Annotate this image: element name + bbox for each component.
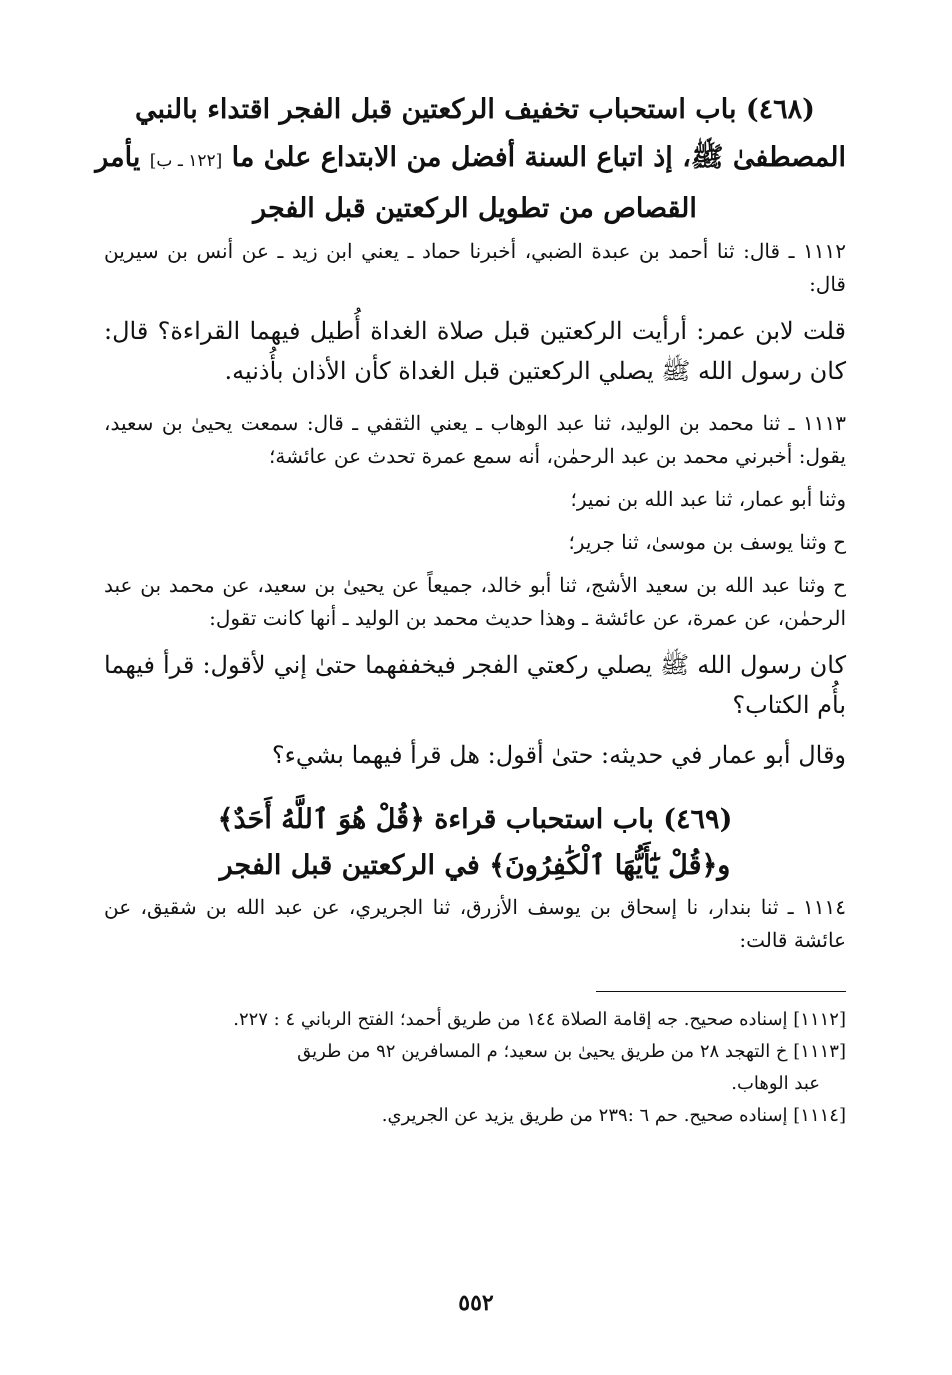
chapter-heading-line: القصاص من تطويل الركعتين قبل الفجر <box>253 193 697 224</box>
hadith-1113-chain: وثنا أبو عمار، ثنا عبد الله بن نمير؛ <box>570 487 846 511</box>
hadith-1112-matn: قلت لابن عمر: أرأيت الركعتين قبل صلاة الغداة أُطيل فيهما القراءة؟ قال: كان رسول الله ﷺ يصلي الركعتين قبل الغداة كأن الأذان بأُذنيه. <box>104 317 846 385</box>
chapter-heading-469 <box>104 797 846 889</box>
hadith-1114-isnad: ١١١٤ ـ ثنا بندار، نا إسحاق بن يوسف الأزرق، ثنا الجريري، عن عبد الله بن شقيق، عن عائشة قالت: <box>104 895 846 952</box>
hadith-1113-matn: كان رسول الله ﷺ يصلي ركعتي الفجر فيخففهما حتىٰ إني لأقول: قرأ فيهما بأُم الكتاب؟ <box>104 651 846 719</box>
page-number: ٥٥٢ <box>458 1290 494 1316</box>
footnote-1113-text: [١١١٣] خ التهجد ٢٨ من طريق يحيىٰ بن سعيد؛ م المسافرين ٩٢ من طريق <box>297 1041 846 1062</box>
footnote-separator <box>596 991 846 992</box>
chapter-heading-line <box>95 134 846 185</box>
hadith-1113-chain: ح وثنا يوسف بن موسىٰ، ثنا جرير؛ <box>568 530 846 554</box>
footnote-1112: [١١١٢] إسناده صحيح. جه إقامة الصلاة ١٤٤ من طريق أحمد؛ الفتح الرباني ٤ : ٢٢٧. <box>233 1009 846 1030</box>
chapter-heading-line: و﴿قُلْ يَٰٓأَيُّهَا ٱلْكَٰفِرُونَ﴾ في الركعتين قبل الفجر <box>219 850 731 881</box>
chapter-heading-468 <box>95 86 846 233</box>
footnote-1113-continuation: عبد الوهاب. <box>731 1073 820 1094</box>
hadith-1112-isnad: ١١١٢ ـ قال: ثنا أحمد بن عبدة الضبي، أخبرنا حماد ـ يعني ابن زيد ـ عن أنس بن سيرين قال: <box>104 239 846 296</box>
footnote-1114: [١١١٤] إسناده صحيح. حم ٦ :٢٣٩ من طريق يزيد عن الجريري. <box>381 1105 846 1126</box>
chapter-heading-line: (٤٦٨) باب استحباب تخفيف الركعتين قبل الفجر اقتداء بالنبي <box>135 94 815 125</box>
chapter-heading-line: (٤٦٩) باب استحباب قراءة ﴿قُلْ هُوَ ٱللَّهُ أَحَدٌ﴾ <box>217 804 733 835</box>
hadith-1113-addition: وقال أبو عمار في حديثه: حتىٰ أقول: هل قرأ فيهما بشيء؟ <box>271 741 846 769</box>
manuscript-folio-marker: [١٢٢ ـ ب] <box>149 151 223 171</box>
hadith-1113-isnad: ١١١٣ ـ ثنا محمد بن الوليد، ثنا عبد الوهاب ـ يعني الثقفي ـ قال: سمعت يحيىٰ بن سعيد، يقول: أخبرني محمد بن عبد الرحمٰن، أنه سمع عمرة تحدث عن عائشة؛ <box>104 411 846 468</box>
chapter-heading-text: يأمر <box>95 142 150 173</box>
chapter-heading-text: المصطفىٰ ﷺ، إذ اتباع السنة أفضل من الابتداع علىٰ ما <box>222 142 846 173</box>
hadith-1113-chain: ح وثنا عبد الله بن سعيد الأشج، ثنا أبو خالد، جميعاً عن يحيىٰ بن سعيد، عن محمد بن عبد الرحمٰن، عن عمرة، عن عائشة ـ وهذا حديث محمد بن الوليد ـ أنها كانت تقول: <box>104 573 846 630</box>
footnote-1113 <box>104 1036 846 1100</box>
